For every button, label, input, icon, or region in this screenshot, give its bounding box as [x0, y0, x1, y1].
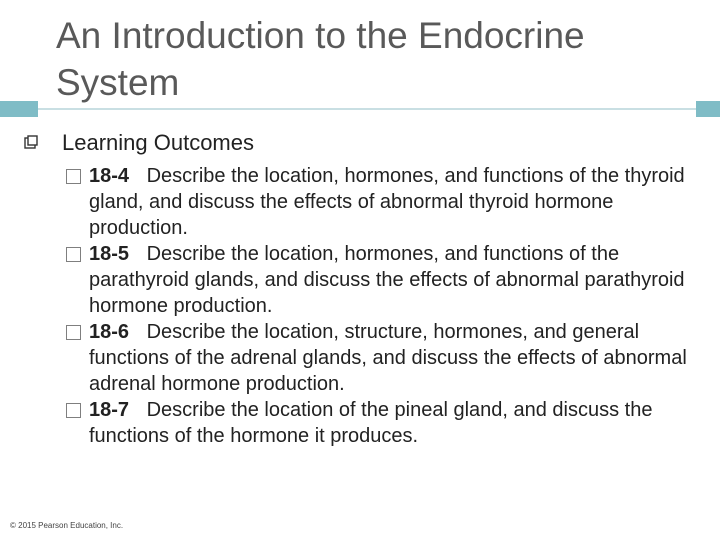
learning-outcomes-list — [66, 163, 696, 449]
learning-outcomes-heading: Learning Outcomes — [62, 130, 254, 155]
list-item — [66, 163, 696, 241]
list-item — [66, 319, 696, 397]
title-accent-bar-right — [696, 101, 720, 117]
copyright-footer: © 2015 Pearson Education, Inc. — [10, 521, 124, 530]
outcome-code: 18-5 — [89, 243, 130, 265]
outcome-text: Describe the location of the pineal gland, and discuss the functions of the hormone it produces. — [89, 399, 653, 447]
square-bullet-icon — [66, 403, 81, 418]
hollow-square-bullet-icon — [24, 135, 38, 149]
list-item — [66, 241, 696, 319]
outcome-code: 18-4 — [89, 165, 130, 187]
outcome-code: 18-7 — [89, 399, 130, 421]
list-item — [66, 397, 696, 449]
outcome-text: Describe the location, hormones, and functions of the parathyroid glands, and discuss the effects of abnormal parathyroid hormone production. — [89, 243, 685, 317]
outcome-text: Describe the location, structure, hormones, and general functions of the adrenal glands, and discuss the effects of abnormal adrenal hormone production. — [89, 321, 687, 395]
square-bullet-icon — [66, 247, 81, 262]
square-bullet-icon — [66, 325, 81, 340]
slide-title: An Introduction to the Endocrine System — [56, 15, 585, 103]
title-accent-bar-left — [0, 101, 38, 117]
title-accent-line — [38, 108, 696, 110]
outcome-code: 18-6 — [89, 321, 130, 343]
outcome-text: Describe the location, hormones, and functions of the thyroid gland, and discuss the effects of abnormal thyroid hormone production. — [89, 165, 685, 239]
square-bullet-icon — [66, 169, 81, 184]
